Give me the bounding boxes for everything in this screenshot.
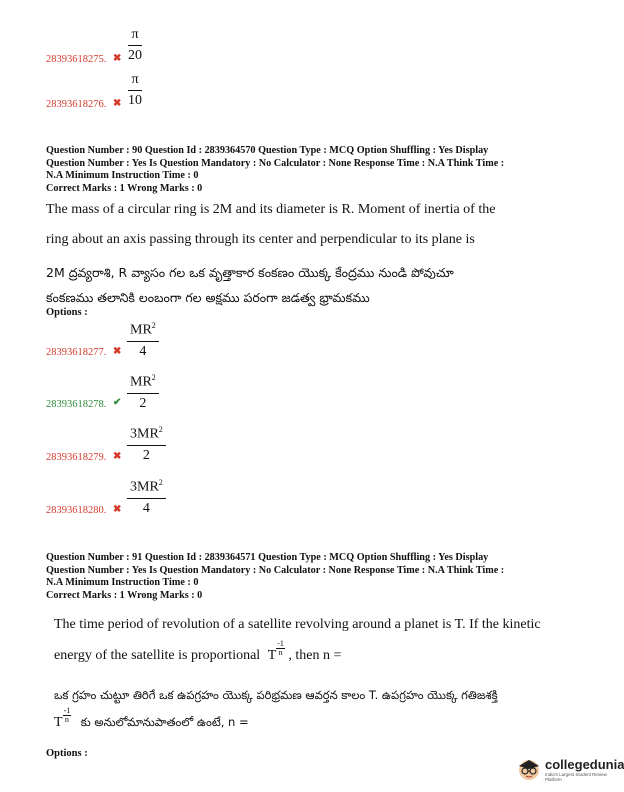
option-fraction bbox=[127, 478, 166, 517]
exponent-denominator: n bbox=[64, 715, 69, 724]
wrong-mark-icon: ✖ bbox=[113, 346, 122, 357]
question-text-line: The time period of revolution of a satellite revolving around a planet is T. If the kinetic bbox=[54, 617, 541, 632]
option-id: 28393618277. bbox=[46, 347, 107, 358]
power-base: T bbox=[54, 715, 63, 730]
fraction-bar bbox=[127, 445, 166, 446]
exponent: 2 bbox=[158, 425, 163, 434]
fraction-numerator bbox=[127, 425, 166, 443]
meta-line: Question Number : 91 Question Id : 2839364571 Question Type : MCQ Option Shuffling : Yes Display bbox=[46, 552, 489, 563]
mascot-icon bbox=[516, 756, 542, 782]
meta-line: Question Number : Yes Is Question Mandatory : No Calculator : None Response Time : N.A Think Time : bbox=[46, 157, 505, 169]
exponent-denominator: n bbox=[278, 648, 283, 657]
option-fraction bbox=[127, 321, 159, 360]
power-base: T bbox=[267, 648, 277, 663]
fraction-numerator bbox=[127, 373, 159, 391]
power-exponent bbox=[63, 707, 72, 724]
coefficient: MR bbox=[130, 322, 152, 338]
text-segment: , then n = bbox=[288, 648, 342, 663]
fraction-denominator: 4 bbox=[139, 343, 147, 359]
exponent: 2 bbox=[158, 478, 163, 487]
fraction-bar bbox=[128, 45, 142, 46]
question-text-line bbox=[54, 640, 341, 666]
fraction-denominator: 4 bbox=[142, 500, 150, 516]
fraction-denominator: 20 bbox=[128, 48, 142, 63]
meta-line: Question Number : 90 Question Id : 2839364570 Question Type : MCQ Option Shuffling : Yes Display bbox=[46, 145, 489, 156]
fraction-denominator: 10 bbox=[128, 93, 142, 108]
options-label: Options : bbox=[46, 748, 88, 759]
option-id: 28393618278. bbox=[46, 399, 107, 410]
correct-check-icon: ✔ bbox=[113, 397, 122, 408]
fraction-bar bbox=[127, 498, 166, 499]
coefficient: 3MR bbox=[130, 426, 159, 442]
option-fraction bbox=[127, 425, 166, 464]
option-fraction bbox=[128, 72, 142, 109]
power-expression bbox=[54, 706, 71, 730]
text-segment: energy of the satellite is proportional bbox=[54, 648, 261, 663]
exponent: 2 bbox=[151, 373, 156, 382]
question-telugu-line: 2M ద్రవ్యరాశి, R వ్యాసం గల ఒక వృత్తాకార కంకణం యొక్క కేంద్రము నుండి పోవుచూ bbox=[46, 265, 454, 280]
coefficient: MR bbox=[130, 374, 152, 390]
fraction-denominator: 2 bbox=[142, 447, 150, 463]
fraction-numerator: π bbox=[131, 72, 139, 87]
option-fraction bbox=[127, 373, 159, 412]
question-telugu-line bbox=[54, 707, 249, 733]
exponent-numerator: -1 bbox=[63, 706, 71, 715]
options-label: Options : bbox=[46, 307, 88, 318]
exponent: 2 bbox=[151, 321, 156, 330]
power-exponent bbox=[276, 640, 285, 657]
wrong-mark-icon: ✖ bbox=[113, 53, 122, 64]
coefficient: 3MR bbox=[130, 479, 159, 495]
option-id: 28393618279. bbox=[46, 452, 107, 463]
logo-name: collegedunia bbox=[545, 756, 624, 772]
question-telugu-line: కంకణము తలానికి లంబంగా గల అక్షము పరంగా జడత్వ భ్రామకము bbox=[46, 290, 370, 305]
fraction-denominator: 2 bbox=[139, 395, 147, 411]
question-meta bbox=[46, 145, 566, 195]
wrong-mark-icon: ✖ bbox=[113, 451, 122, 462]
fraction-bar bbox=[127, 341, 159, 342]
question-text-line: ring about an axis passing through its center and perpendicular to its plane is bbox=[46, 232, 475, 247]
collegedunia-logo bbox=[516, 756, 624, 782]
exponent-numerator: -1 bbox=[277, 639, 284, 648]
text-segment: కు అనులోమానుపాతంలో ఉంటే, n = bbox=[80, 715, 249, 729]
wrong-mark-icon: ✖ bbox=[113, 504, 122, 515]
option-id: 28393618275. bbox=[46, 54, 107, 65]
marks-line: Correct Marks : 1 Wrong Marks : 0 bbox=[46, 182, 203, 194]
question-meta bbox=[46, 552, 566, 602]
fraction-numerator bbox=[127, 321, 159, 339]
option-id: 28393618276. bbox=[46, 99, 107, 110]
fraction-bar bbox=[127, 393, 159, 394]
wrong-mark-icon: ✖ bbox=[113, 98, 122, 109]
question-telugu-line: ఒక గ్రహం చుట్టూ తిరిగే ఒక ఉపగ్రహం యొక్క పరిభ్రమణ ఆవర్తన కాలం T. ఉపగ్రహం యొక్క గతిజశక్తి bbox=[54, 688, 498, 702]
meta-line: N.A Minimum Instruction Time : 0 bbox=[46, 577, 199, 588]
logo-tagline: India's Largest Student Review Platform bbox=[545, 771, 607, 782]
question-text-line: The mass of a circular ring is 2M and its diameter is R. Moment of inertia of the bbox=[46, 202, 496, 217]
fraction-numerator: π bbox=[131, 27, 139, 42]
option-fraction bbox=[128, 27, 142, 64]
option-id: 28393618280. bbox=[46, 505, 107, 516]
marks-line: Correct Marks : 1 Wrong Marks : 0 bbox=[46, 589, 203, 601]
meta-line: N.A Minimum Instruction Time : 0 bbox=[46, 170, 199, 181]
meta-line: Question Number : Yes Is Question Mandatory : No Calculator : None Response Time : N.A Think Time : bbox=[46, 564, 505, 576]
fraction-numerator bbox=[127, 478, 166, 496]
fraction-bar bbox=[128, 90, 142, 91]
power-expression bbox=[267, 639, 285, 663]
